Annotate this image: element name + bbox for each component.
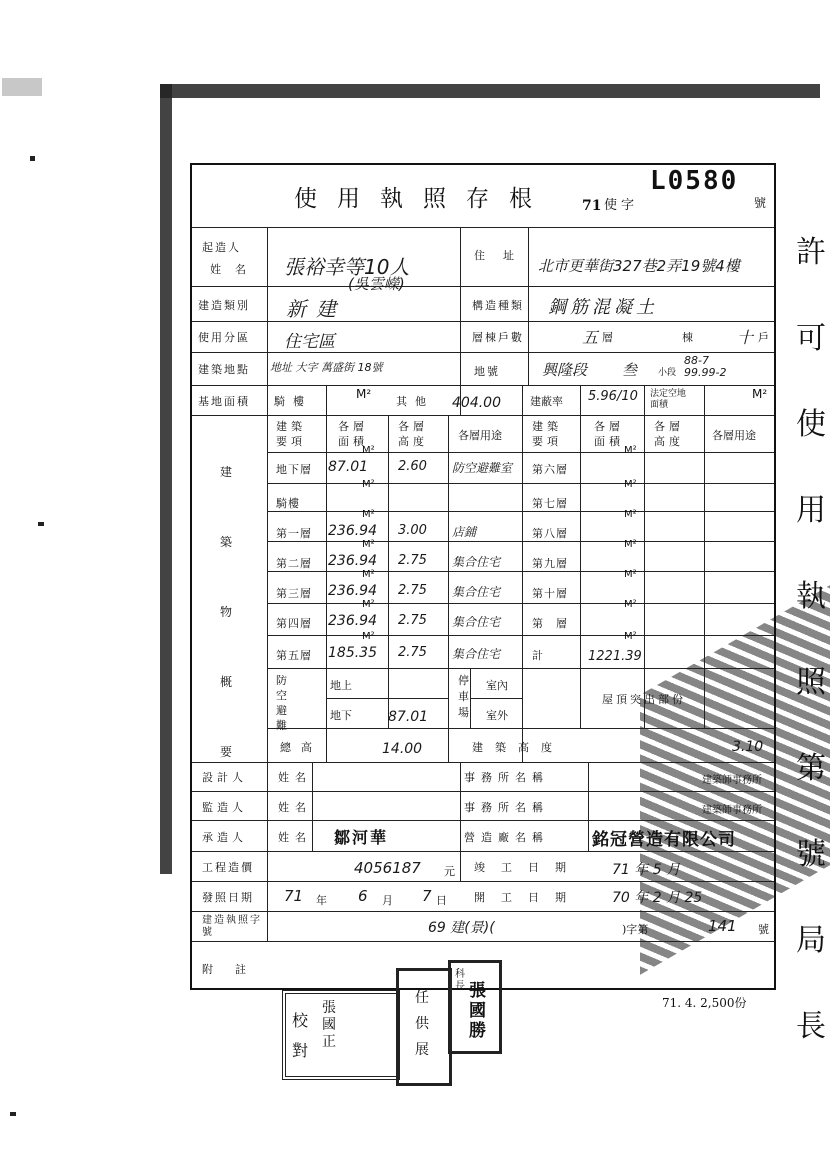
shelter-below-value: 87.01 [388,709,429,725]
supervisor-label: 監造人 [202,801,247,814]
stamp-middle [396,968,452,1086]
total-height-label: 總高 [280,741,322,754]
area-unit-cell-right: M² [624,445,637,456]
other-area-label: 其他 [396,395,434,408]
designer-office-label: 事務所名稱 [464,771,549,784]
remark-label: 附註 [202,963,268,976]
floor-name-right: 第六層 [532,463,568,476]
floor-use: 防空避難室 [452,461,513,475]
site-label: 建築地點 [198,363,250,376]
households-value: 十 [737,328,754,347]
usage-permit-form [190,163,776,990]
parking-label: 停車場 [458,674,471,719]
area-unit-cell: M² [362,631,375,642]
lot-value: 88-7 99.99-2 [684,354,727,379]
total-height-value: 14.00 [382,741,423,757]
stamp-middle-text: 任供展 [415,990,429,1058]
permit-number: L0580 [650,166,739,196]
other-area-value: 404.00 [452,395,501,411]
header-use-2: 各層用途 [712,429,756,442]
floor-area: 236.94 [328,583,377,599]
header-area-2: 各層面積 [594,420,624,448]
issue-year: 71 [284,887,304,905]
applicant-label: 起造人 [202,241,241,254]
header-height-2: 各層高度 [654,420,684,448]
lot-label: 地號 [474,365,500,378]
applicant-name: 張裕幸等10人 [284,255,410,279]
floor-height: 2.75 [398,645,427,660]
scan-border-top [160,84,820,98]
floor-name: 第一層 [276,527,312,540]
arcade-area-label: 騎樓 [274,395,312,408]
area-unit-cell: M² [362,445,375,456]
floor-name: 地下層 [276,463,312,476]
structure-label: 構造種類 [472,299,524,312]
building-overview-label: 建築物概要 [220,465,235,759]
designer-label: 設計人 [202,771,247,784]
subsection-value: 叁 [622,361,638,379]
site-area-label: 基地面積 [198,395,250,408]
stamp-left [282,990,400,1080]
floor-height: 2.75 [398,613,427,628]
supervisor-name-label: 姓名 [278,801,312,814]
start-date-value: 70 年 2 月 25 [612,890,703,906]
applicant-name-label: 姓名 [210,263,260,276]
structure-value: 鋼筋混凝土 [548,297,658,318]
section-value: 興隆段 [542,361,588,379]
shelter-below: 地下 [330,709,352,722]
issue-day: 7 [422,887,432,905]
right-margin-text: 許可使用執照 第 號 局長 [796,235,826,1044]
completion-value: 71 年 5 月 [612,862,681,878]
issue-month-unit: 月 [382,894,393,907]
floor-name: 第二層 [276,557,312,570]
build-type-label: 建造類別 [198,299,250,312]
shelter-above: 地上 [330,679,352,692]
contractor-firm: 銘冠營造有限公司 [592,830,736,850]
zone-value: 住宅區 [284,332,335,352]
scan-dot [30,156,35,161]
floor-area: 185.35 [328,645,377,661]
area-unit: M² [356,387,372,401]
floor-use: 集合住宅 [452,555,501,569]
floor-area: 87.01 [328,459,369,475]
floor-name-right: 計 [532,649,544,662]
stamp-left-label: 校對 [292,1011,309,1060]
roof-height-value: 3.10 [732,739,764,755]
coverage-label: 建蔽率 [530,395,563,408]
supervisor-office-suffix: 建築師事務所 [702,805,762,816]
cost-label: 工程造價 [202,861,254,874]
floor-height: 3.00 [398,523,427,538]
area-unit-cell-right: M² [624,539,637,550]
shelter-label-1: 防空 [276,674,289,702]
scan-speckle [2,78,42,96]
area-unit-cell-right: M² [624,509,637,520]
area-unit-cell: M² [362,539,375,550]
issue-day-unit: 日 [436,894,447,907]
site-value: 地址 大字 萬盛街 18號 [270,361,383,374]
designer-office-suffix: 建築師事務所 [702,775,762,786]
scan-border-left [160,84,172,874]
permit-issue-number: 141 [708,917,737,935]
scan-dot [38,522,44,526]
shelter-label-2: 避難 [276,704,289,732]
applicant-name-2: (吳雲嶸) [348,275,405,293]
area-unit-cell-right: M² [624,631,637,642]
stamp-right-name: 張國勝 [469,981,486,1041]
header-item: 建築要項 [276,420,306,448]
stamp-right-label: 科長 [455,969,465,992]
floor-use: 集合住宅 [452,647,501,661]
floor-name: 騎樓 [276,497,300,510]
floor-name-right: 第十層 [532,587,568,600]
designer-name-label: 姓名 [278,771,312,784]
area-unit-2: M² [752,387,768,401]
cost-value: 4056187 [354,859,421,877]
total-area: 1221.39 [588,649,642,664]
floors-unit: 層 [602,331,615,344]
floors-label: 層棟戶數 [472,331,524,344]
page-title: 使用執照存根 [294,186,552,212]
floor-name: 第四層 [276,617,312,630]
floor-name-right: 第七層 [532,497,568,510]
issue-month: 6 [358,887,368,905]
floor-name-right: 第八層 [532,527,568,540]
permit-char: 使字 [604,198,639,213]
floor-name: 第五層 [276,649,312,662]
floor-height: 2.75 [398,553,427,568]
permit-label: 建造執照字號 [202,915,262,938]
household-unit: 戶 [758,331,771,344]
area-unit-cell: M² [362,479,375,490]
completion-label: 竣工日期 [474,861,582,874]
floor-height: 2.75 [398,583,427,598]
dong-unit: 棟 [682,331,695,344]
area-unit-cell-right: M² [624,569,637,580]
header-use: 各層用途 [458,429,502,442]
permit-zi: )字第 [622,923,649,936]
start-date-label: 開工日期 [474,891,582,904]
subsection-label: 小段 [658,368,677,378]
header-height: 各層高度 [398,420,428,448]
area-unit-cell: M² [362,509,375,520]
area-unit-cell: M² [362,599,375,610]
permit-hao: 號 [754,196,767,210]
build-type-value: 新建 [286,297,346,321]
contractor-firm-label: 營造廠名稱 [464,831,549,844]
scan-dot [10,1112,16,1116]
parking-outdoor: 室外 [486,709,508,722]
stamp-right [448,960,502,1054]
contractor-label: 承造人 [202,831,247,844]
floor-name-right: 第 層 [532,617,568,630]
legal-open-label: 法定空地面積 [650,389,687,410]
issue-year-unit: 年 [316,894,327,907]
contractor-name: 鄒河華 [334,828,389,847]
area-unit-cell: M² [362,569,375,580]
header-area: 各層面積 [338,420,368,448]
floor-area: 236.94 [328,553,377,569]
floor-height: 2.60 [398,459,427,474]
roof-label: 屋頂突出部份 [602,693,686,706]
floor-use: 集合住宅 [452,585,501,599]
header-item-2: 建築要項 [532,420,562,448]
stamp-left-name: 張國正 [322,1000,336,1050]
floor-area: 236.94 [328,613,377,629]
building-height-label: 建築高度 [472,741,564,754]
contractor-name-label: 姓名 [278,831,312,844]
supervisor-office-label: 事務所名稱 [464,801,549,814]
address-value: 北市更華街327巷2弄19號4樓 [538,257,740,275]
area-unit-cell-right: M² [624,599,637,610]
floor-name-right: 第九層 [532,557,568,570]
parking-indoor: 室內 [486,679,508,692]
floor-area: 236.94 [328,523,377,539]
coverage-value: 5.96/10 [588,389,638,404]
zone-label: 使用分區 [198,331,250,344]
cost-unit: 元 [444,865,455,878]
floor-use: 集合住宅 [452,615,501,629]
floor-use: 店鋪 [452,525,477,539]
address-label: 住址 [474,249,532,262]
print-note: 71. 4. 2,500份 [662,996,747,1010]
year-prefix: 71 [582,198,602,214]
area-unit-cell-right: M² [624,479,637,490]
floor-name: 第三層 [276,587,312,600]
issue-date-label: 發照日期 [202,891,254,904]
floors-value: 五 [582,328,599,347]
permit-value: 69 建(景)( [428,920,495,936]
permit-hao-2: 號 [758,923,769,936]
